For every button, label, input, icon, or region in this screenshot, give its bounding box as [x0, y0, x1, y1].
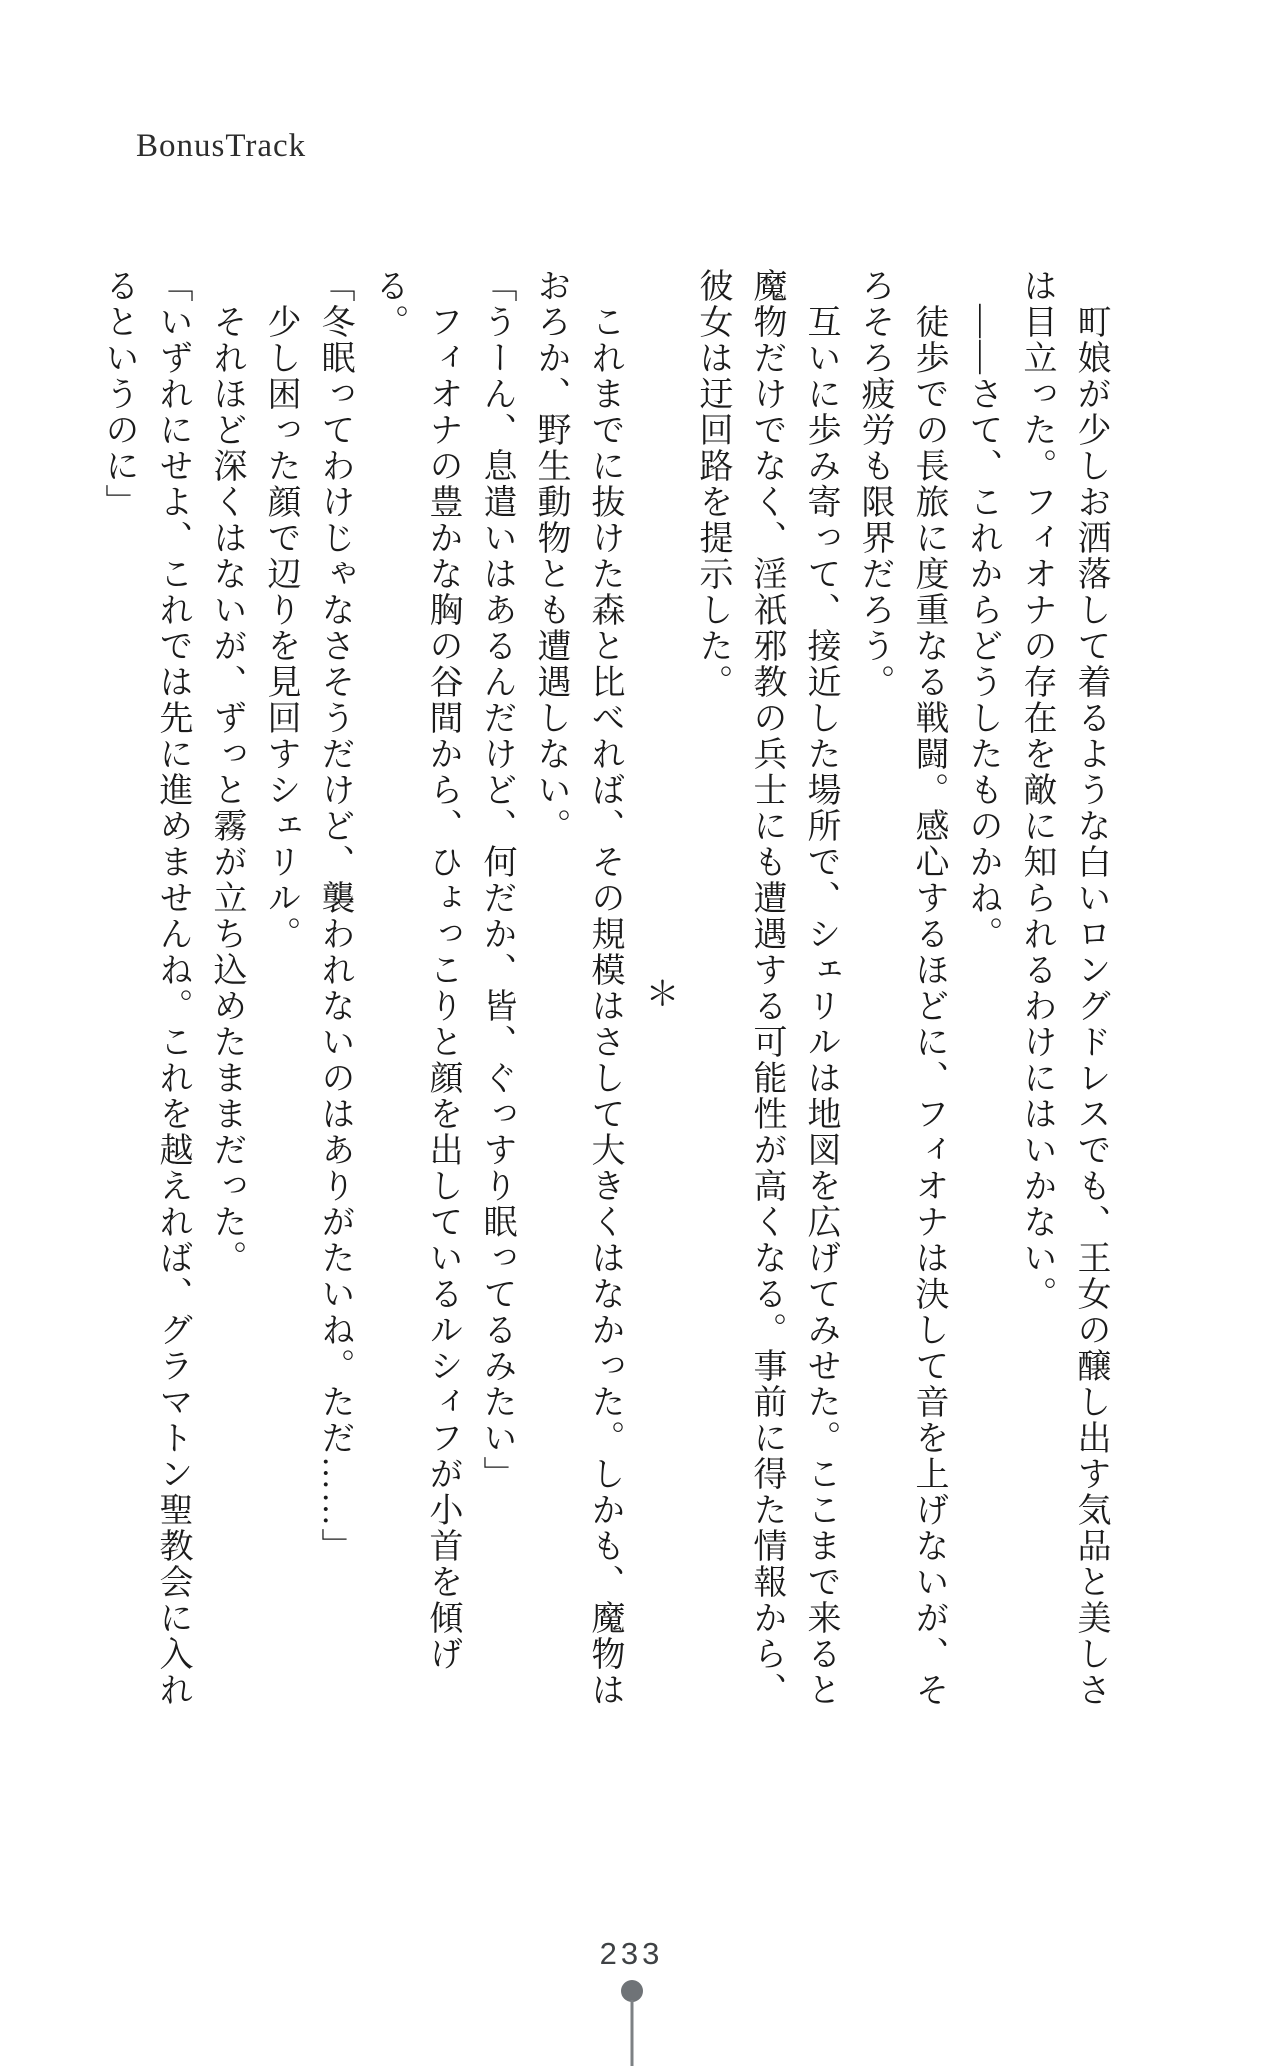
paragraph-line: ――さて、これからどうしたものかね。 [964, 304, 1001, 952]
paragraph-line: 「うーん、息遣いはあるんだけど、何だか、皆、ぐっすり眠ってるみたい」 [478, 268, 515, 1492]
paragraph-line: 「冬眠ってわけじゃなさそうだけど、襲われないのはありがたいね。ただ……」 [316, 268, 353, 1564]
page-footer [0, 1936, 1263, 2066]
page-number: 233 [599, 1936, 664, 1971]
paragraph-line: フィオナの豊かな胸の谷間から、ひょっこりと顔を出しているルシィフが小首を傾げる。 [370, 268, 461, 1672]
paragraph-line: 互いに歩み寄って、接近した場所で、シェリルは地図を広げてみせた。ここまで来ると魔物だけでなく、淫祇邪教の兵士にも遭遇する可能性が高くなる。事前に得た情報から、彼女は迂回路を提示した。 [694, 268, 839, 1708]
paragraph-line: それほど深くはないが、ずっと霧が立ち込めたままだった。 [208, 304, 245, 1276]
body-text [100, 268, 1117, 1720]
paragraph-line: 町娘が少しお洒落して着るような白いロングドレスでも、王女の醸し出す気品と美しさは目立った。フィオナの存在を敵に知られるわけにはいかない。 [1018, 268, 1109, 1708]
section-separator: ＊ [640, 976, 677, 1012]
page-header [136, 128, 306, 165]
paragraph-line: 少し困った顔で辺りを見回すシェリル。 [262, 304, 299, 952]
footer-ornament-icon [621, 1980, 643, 2066]
paragraph-line: 徒歩での長旅に度重なる戦闘。感心するほどに、フィオナは決して音を上げないが、そろそろ疲労も限界だろう。 [856, 268, 947, 1708]
ornament-dot-icon [621, 1980, 643, 2002]
paragraph-line: これまでに抜けた森と比べれば、その規模はさして大きくはなかった。しかも、魔物はおろか、野生動物とも遭遇しない。 [532, 268, 623, 1708]
paragraph-line: 「いずれにせよ、これでは先に進めませんね。これを越えれば、グラマトン聖教会に入れるというのに」 [100, 268, 191, 1708]
ornament-stem-icon [630, 2000, 633, 2066]
header-title: BonusTrack [136, 128, 307, 164]
